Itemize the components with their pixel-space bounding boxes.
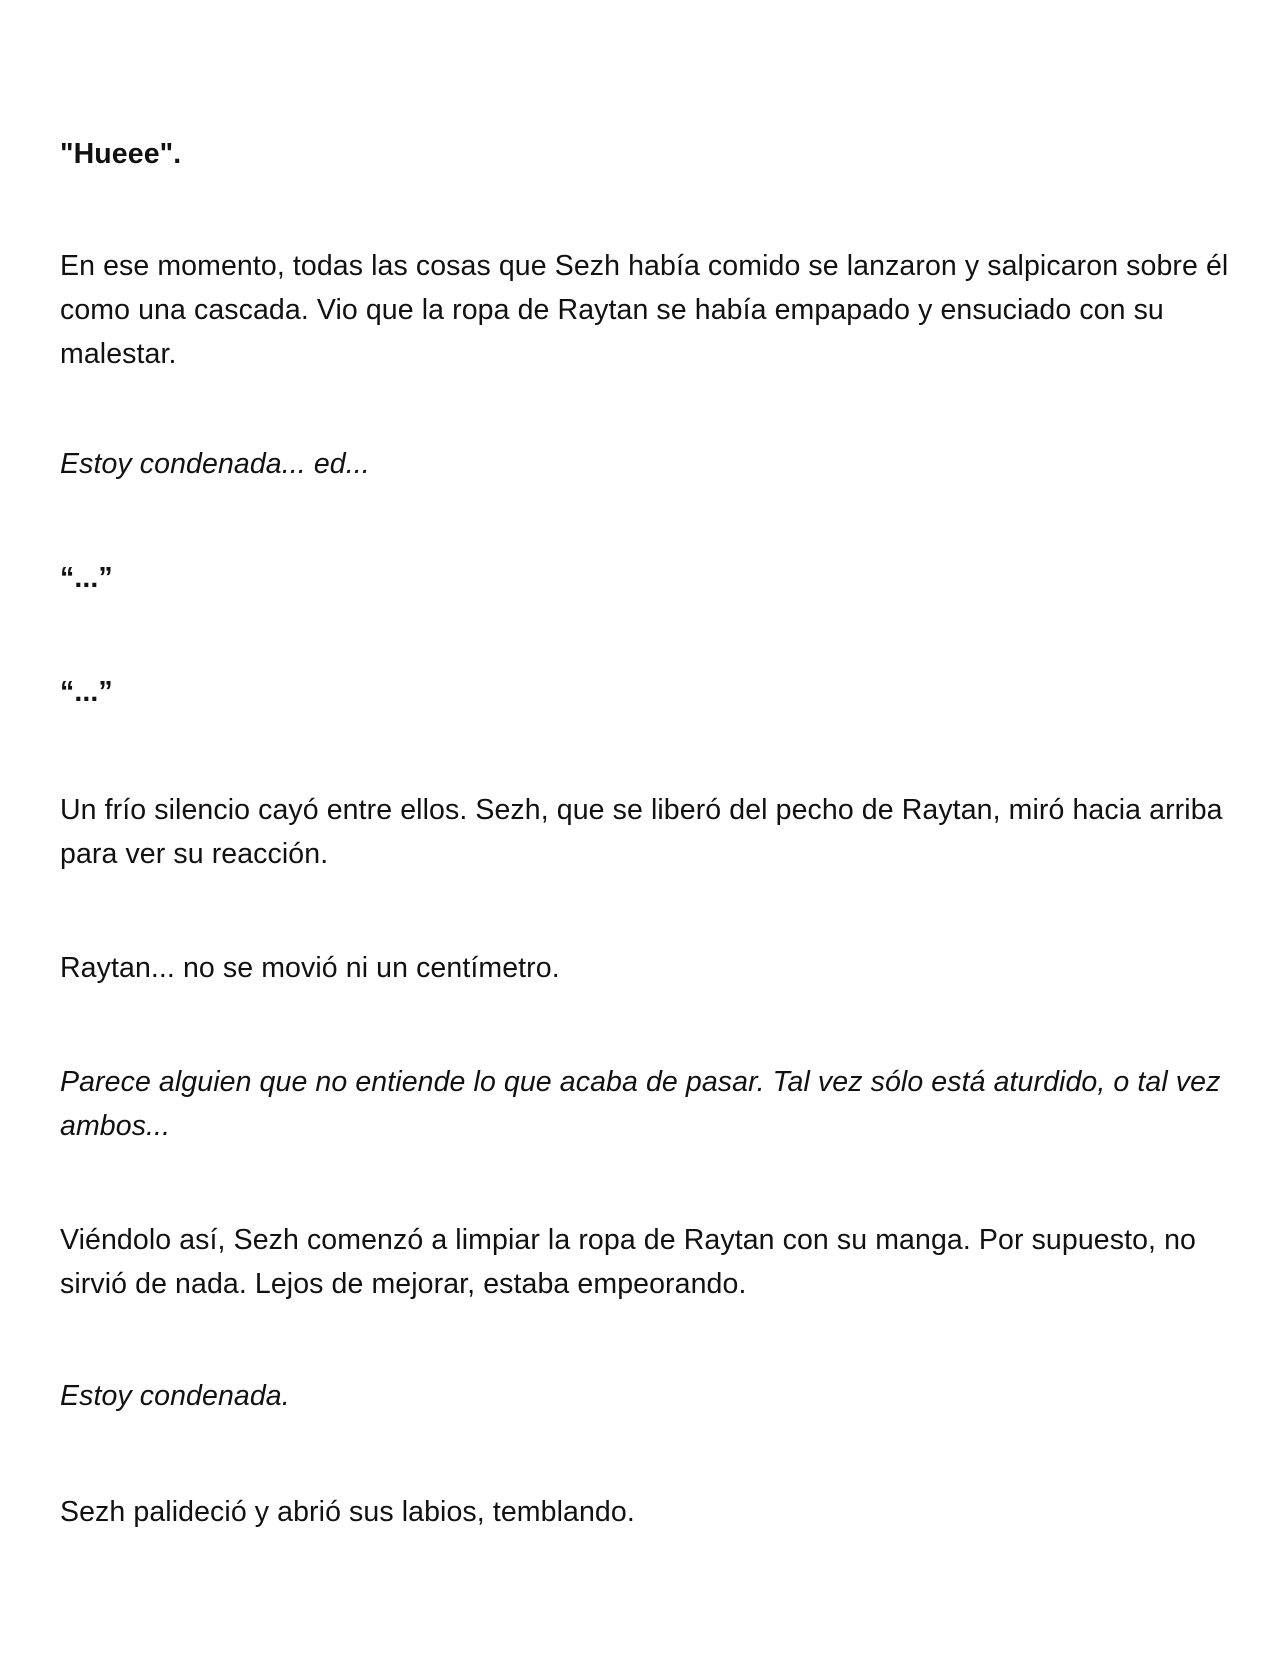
paragraph-cold-silence: Un frío silencio cayó entre ellos. Sezh, que se liberó del pecho de Raytan, miró hacia arriba para ver su reacción. [60, 794, 1223, 870]
paragraph-cleaning-clothes: Viéndolo así, Sezh comenzó a limpiar la ropa de Raytan con su manga. Por supuesto, no sirvió de nada. Lejos de mejorar, estaba empeorando. [60, 1224, 1196, 1300]
thought-estoy-condenada: Estoy condenada. [60, 1380, 290, 1412]
paragraph-raytan-did-not-move: Raytan... no se movió ni un centímetro. [60, 952, 560, 984]
dialogue-hueee: "Hueee". [60, 138, 182, 170]
paragraph-vomit-cascade: En ese momento, todas las cosas que Sezh había comido se lanzaron y salpicaron sobre él como una cascada. Vio que la ropa de Raytan se había empapado y ensuciado con su malestar. [60, 250, 1229, 370]
thought-parece-alguien: Parece alguien que no entiende lo que acaba de pasar. Tal vez sólo está aturdido, o tal vez ambos... [60, 1066, 1221, 1142]
dialogue-ellipsis-1: “...” [60, 562, 113, 594]
paragraph-sezh-palidecio: Sezh palideció y abrió sus labios, temblando. [60, 1496, 635, 1528]
thought-estoy-condenada-ed: Estoy condenada... ed... [60, 448, 370, 480]
dialogue-ellipsis-2: “...” [60, 676, 113, 708]
